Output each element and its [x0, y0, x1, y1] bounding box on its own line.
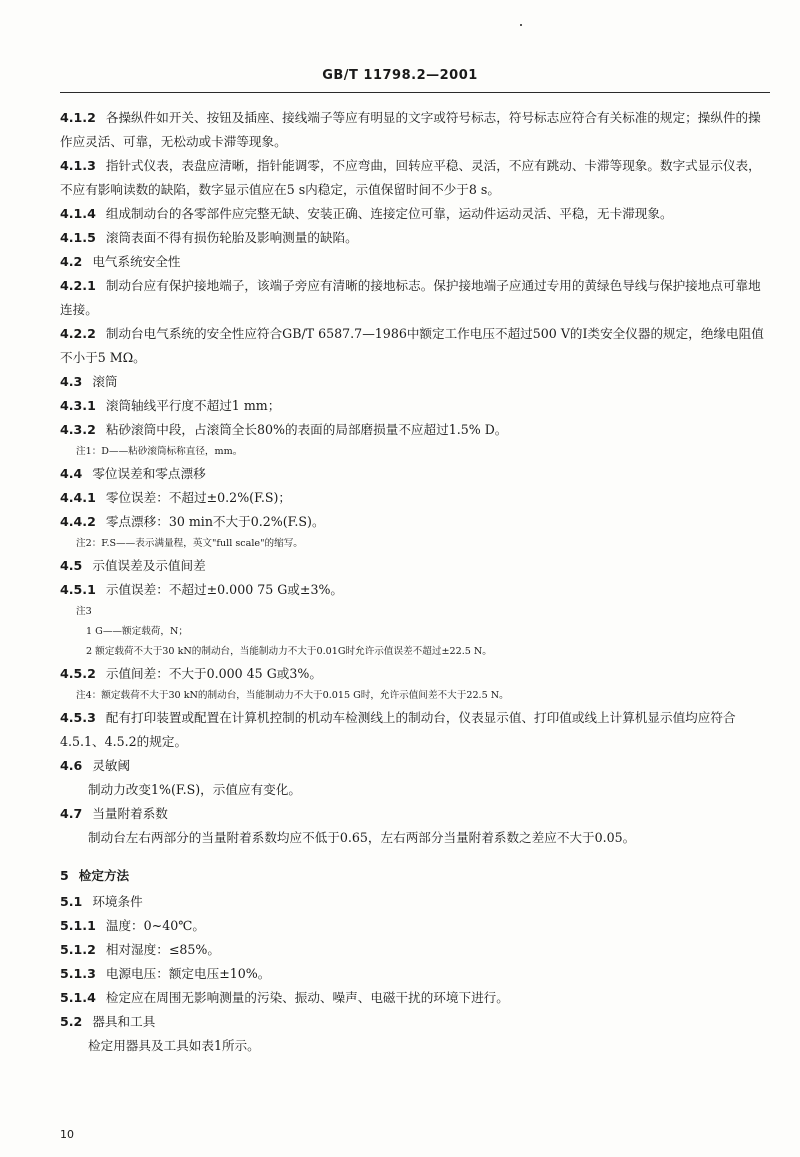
clause-5-1-4: 5.1.4 检定应在周围无影响测量的污染、振动、噪声、电磁干扰的环境下进行。 — [60, 990, 509, 1005]
clause-4-3: 4.3 滚筒 — [60, 374, 118, 389]
clause-5-1-2: 5.1.2 相对湿度：≤85%。 — [60, 942, 220, 957]
body-text — [60, 106, 770, 1058]
note-3-item: 1 G——额定载荷，N； — [86, 626, 188, 637]
sensitivity-text: 制动力改变1%(F.S)，示值应有变化。 — [88, 782, 301, 797]
clause-4-3-1: 4.3.1 滚筒轴线平行度不超过1 mm； — [60, 398, 281, 413]
scan-speck — [520, 24, 522, 26]
page-header: GB/T 11798.2—2001 — [322, 68, 478, 83]
clause-5-1-1: 5.1.1 温度：0~40℃。 — [60, 918, 205, 933]
clause-4-3-2: 4.3.2 粘砂滚筒中段，占滚筒全长80%的表面的局部磨损量不应超过1.5% D。 — [60, 422, 508, 437]
page-number: 10 — [60, 1128, 74, 1141]
clause-4-5-1: 4.5.1 示值误差：不超过±0.000 75 G或±3%。 — [60, 582, 344, 597]
tools-text: 检定用器具及工具如表1所示。 — [88, 1038, 260, 1053]
clause-4-2-2: 4.2.2 制动台电气系统的安全性应符合GB/T 6587.7—1986中额定工作电压不超过500 V的Ⅰ类安全仪器的规定，绝缘电阻值不小于5 MΩ。 — [60, 326, 764, 365]
note-3-title: 注3 — [76, 606, 92, 617]
header-rule — [60, 92, 770, 93]
clause-4-6: 4.6 灵敏阈 — [60, 758, 131, 773]
note-1: 注1：D——粘砂滚筒标称直径，mm。 — [76, 446, 243, 457]
clause-4-2: 4.2 电气系统安全性 — [60, 254, 181, 269]
clause-4-2-1: 4.2.1 制动台应有保护接地端子，该端子旁应有清晰的接地标志。保护接地端子应通过专用的黄绿色导线与保护接地点可靠地连接。 — [60, 278, 761, 317]
clause-4-1-5: 4.1.5 滚筒表面不得有损伤轮胎及影响测量的缺陷。 — [60, 230, 358, 245]
adhesion-text: 制动台左右两部分的当量附着系数均应不低于0.65，左右两部分当量附着系数之差应不大于0.05。 — [88, 830, 636, 845]
clause-4-5: 4.5 示值误差及示值间差 — [60, 558, 206, 573]
clause-4-1-2: 4.1.2 各操纵件如开关、按钮及插座、接线端子等应有明显的文字或符号标志，符号标志应符合有关标准的规定；操纵件的操作应灵活、可靠，无松动或卡滞等现象。 — [60, 110, 761, 149]
clause-4-5-3: 4.5.3 配有打印装置或配置在计算机控制的机动车检测线上的制动台，仪表显示值、打印值或线上计算机显示值均应符合4.5.1、4.5.2的规定。 — [60, 710, 736, 749]
clause-4-1-4: 4.1.4 组成制动台的各零部件应完整无缺、安装正确、连接定位可靠，运动件运动灵活、平稳，无卡滞现象。 — [60, 206, 673, 221]
clause-5-2: 5.2 器具和工具 — [60, 1014, 156, 1029]
clause-4-4-2: 4.4.2 零点漂移：30 min不大于0.2%(F.S)。 — [60, 514, 325, 529]
note-2: 注2：F.S——表示满量程，英文"full scale"的缩写。 — [76, 538, 303, 549]
clause-4-4: 4.4 零位误差和零点漂移 — [60, 466, 206, 481]
clause-5-1: 5.1 环境条件 — [60, 894, 143, 909]
note-3-item: 2 额定载荷不大于30 kN的制动台，当能制动力不大于0.01G时允许示值误差不超过±22.5 N。 — [86, 646, 492, 657]
clause-4-5-2: 4.5.2 示值间差：不大于0.000 45 G或3%。 — [60, 666, 322, 681]
note-4: 注4：额定载荷不大于30 kN的制动台，当能制动力不大于0.015 G时，允许示值间差不大于22.5 N。 — [76, 690, 509, 701]
clause-4-4-1: 4.4.1 零位误差：不超过±0.2%(F.S)； — [60, 490, 291, 505]
clause-5-1-3: 5.1.3 电源电压：额定电压±10%。 — [60, 966, 271, 981]
clause-4-1-3: 4.1.3 指针式仪表，表盘应清晰，指针能调零，不应弯曲，回转应平稳、灵活，不应有跳动、卡滞等现象。数字式显示仪表，不应有影响读数的缺陷，数字显示值应在5 s内稳定，示值保留时间不少于8 s。 — [60, 158, 761, 197]
section-5-heading: 5 检定方法 — [60, 868, 130, 883]
clause-4-7: 4.7 当量附着系数 — [60, 806, 168, 821]
